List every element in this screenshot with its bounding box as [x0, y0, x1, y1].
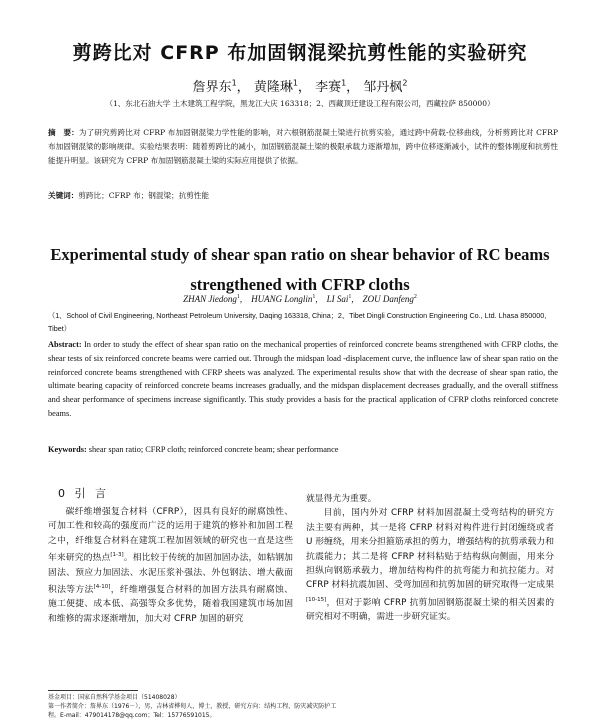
- footnote-contact: 程。E-mail：479014178@qq.com；Tel：15776591015。: [48, 712, 216, 719]
- english-title-line-1: Experimental study of shear span ratio on shear behavior of RC beams: [50, 245, 550, 264]
- author-3: 李赛$^1$: [315, 78, 347, 95]
- chinese-keywords: [48, 190, 558, 201]
- chinese-affiliation: （1、东北石油大学 土木建筑工程学院，黑龙江大庆 163318；2、西藏顶迁建设工程有限公司，西藏拉萨 850000）: [105, 99, 495, 108]
- en-keywords-label: Keywords:: [48, 445, 87, 454]
- chinese-authors: 詹界东$^1$， 黄隆琳$^1$， 李赛$^1$， 邹丹枫$^2$: [192, 78, 408, 95]
- en-abstract-text: In order to study the effect of shear span ratio on the mechanical properties of reinforced concrete beams strengthened with CFRP cloths, the shear tests of six reinforced concrete beams were carried out. Through the midspan load -displacement curve, the influence law of shear span ratio on the reinforced concrete beams strengthened with CFRP sheets was analyzed. The experimental results show that with the decrease of shear span ratio, the ultimate bearing capacity of reinforced concrete beams increases gradually, and the midspan displacement decreases gradually, and the overall stiffness and shear performance of specimens increase significantly. This study provides a basis for the practical application of CFRP cloths reinforced concrete beams.: [48, 340, 558, 418]
- en-author-2: HUANG Longlin$^1$: [251, 294, 316, 304]
- author-4: 邹丹枫$^2$: [363, 78, 408, 95]
- english-keywords: [48, 445, 558, 454]
- abstract-text: 为了研究剪跨比对 CFRP 布加固钢混梁力学性能的影响，对六根钢筋混凝土梁进行抗剪实验，通过跨中荷载-位移曲线，分析剪跨比对 CFRP 布加固钢混梁的影响规律。实验结果表明：随着剪跨比的减小，加固钢筋混凝土梁的极限承载力逐渐增加，跨中位移逐渐减小，试件的整体刚度和抗剪性能提升明显。该研究为 CFRP 布加固钢筋混凝土梁的实际应用提供了依据。: [48, 128, 558, 165]
- chinese-abstract: [48, 126, 558, 168]
- english-authors: ZHAN Jiedong$^1$, HUANG Longlin$^1$, LI Sai$^1$, ZOU Danfeng$^2$: [183, 294, 417, 304]
- body-column-right: [306, 492, 554, 625]
- section-heading-introduction: 0 引 言: [58, 487, 109, 500]
- body-column-left: [48, 505, 293, 626]
- keywords-text: 剪跨比；CFRP 布；钢混梁；抗剪性能: [78, 191, 210, 200]
- author-1: 詹界东$^1$: [192, 78, 237, 95]
- paragraph: 目前，国内外对 CFRP 材料加固混凝土受弯结构的研究方法主要有两种，其一是将 CFRP 材料对构件进行封闭缠绕或者 U 形缠绕，用来分担箍筋承担的剪力，增强结构的抗剪承载力和抗震能力；其二是将 CFRP 材料粘贴于结构纵向侧面，用来分担纵向钢筋承载力，增加结构构件的抗弯能力和抗拉能力。对 CFRP 材料抗震加固、受弯加固和抗剪加固的研究取得一定成果[10-15]，但对于影响 CFRP 抗剪加固钢筋混凝土梁的相关因素的研究相对不明确，需进一步研究证实。: [306, 508, 554, 623]
- english-abstract: [48, 338, 558, 421]
- en-author-3: LI Sai$^1$: [326, 294, 352, 304]
- abstract-label: 摘 要：: [48, 128, 79, 137]
- footnotes: [48, 693, 558, 720]
- paragraph: 碳纤维增强复合材料（CFRP），因具有良好的耐腐蚀性、可加工性和较高的强度而广泛的运用于建筑的修补和加固工程之中，纤维复合材料在建筑工程加固领域的研究也一直是这些年来研究的热点[1-3]。相比较于传统的加固加固办法，如粘钢加固法、预应力加固法、水泥压浆补强法、外包钢法、增大截面积法等方法[4-10]，纤维增强复合材料的加固方法具有耐腐蚀、施工便捷、成本低、高强等众多优势，随着我国建筑市场加固和维修的需求逐渐增加，加大对 CFRP 加固的研究: [48, 507, 293, 624]
- paragraph-continuation: 就显得尤为重要。: [306, 494, 377, 504]
- en-abstract-label: Abstract:: [48, 340, 82, 349]
- en-keywords-text: shear span ratio; CFRP cloth; reinforced concrete beam; shear performance: [88, 445, 339, 454]
- citation: [1-3]: [110, 552, 124, 559]
- en-author-4: ZOU Danfeng$^2$: [362, 294, 417, 304]
- en-author-1: ZHAN Jiedong$^1$: [183, 294, 240, 304]
- english-title-line-2: strengthened with CFRP cloths: [190, 275, 410, 294]
- footnote-divider: [48, 690, 138, 691]
- english-affiliation: （1、School of Civil Engineering, Northeast Petroleum University, Daqing 163318, China；2、Tibet Dingli Construction Engineering Co., Ltd. Lhasa 850000, Tibet）: [48, 311, 547, 333]
- footnote-author-bio: 第一作者简介：詹界东（1976－），男，吉林省桦甸人，博士，教授，研究方向：结构工程，防灾减灾防护工: [48, 703, 337, 710]
- keywords-label: 关键词：: [48, 191, 79, 200]
- english-title: [40, 240, 560, 300]
- citation: [4-10]: [93, 583, 111, 590]
- footnote-funding: 基金项目：国家自然科学基金项目（51408028）: [48, 694, 181, 701]
- chinese-title: 剪跨比对 CFRP 布加固钢混梁抗剪性能的实验研究: [72, 42, 528, 64]
- author-2: 黄隆琳$^1$: [253, 78, 298, 95]
- citation: [10-15]: [306, 596, 327, 603]
